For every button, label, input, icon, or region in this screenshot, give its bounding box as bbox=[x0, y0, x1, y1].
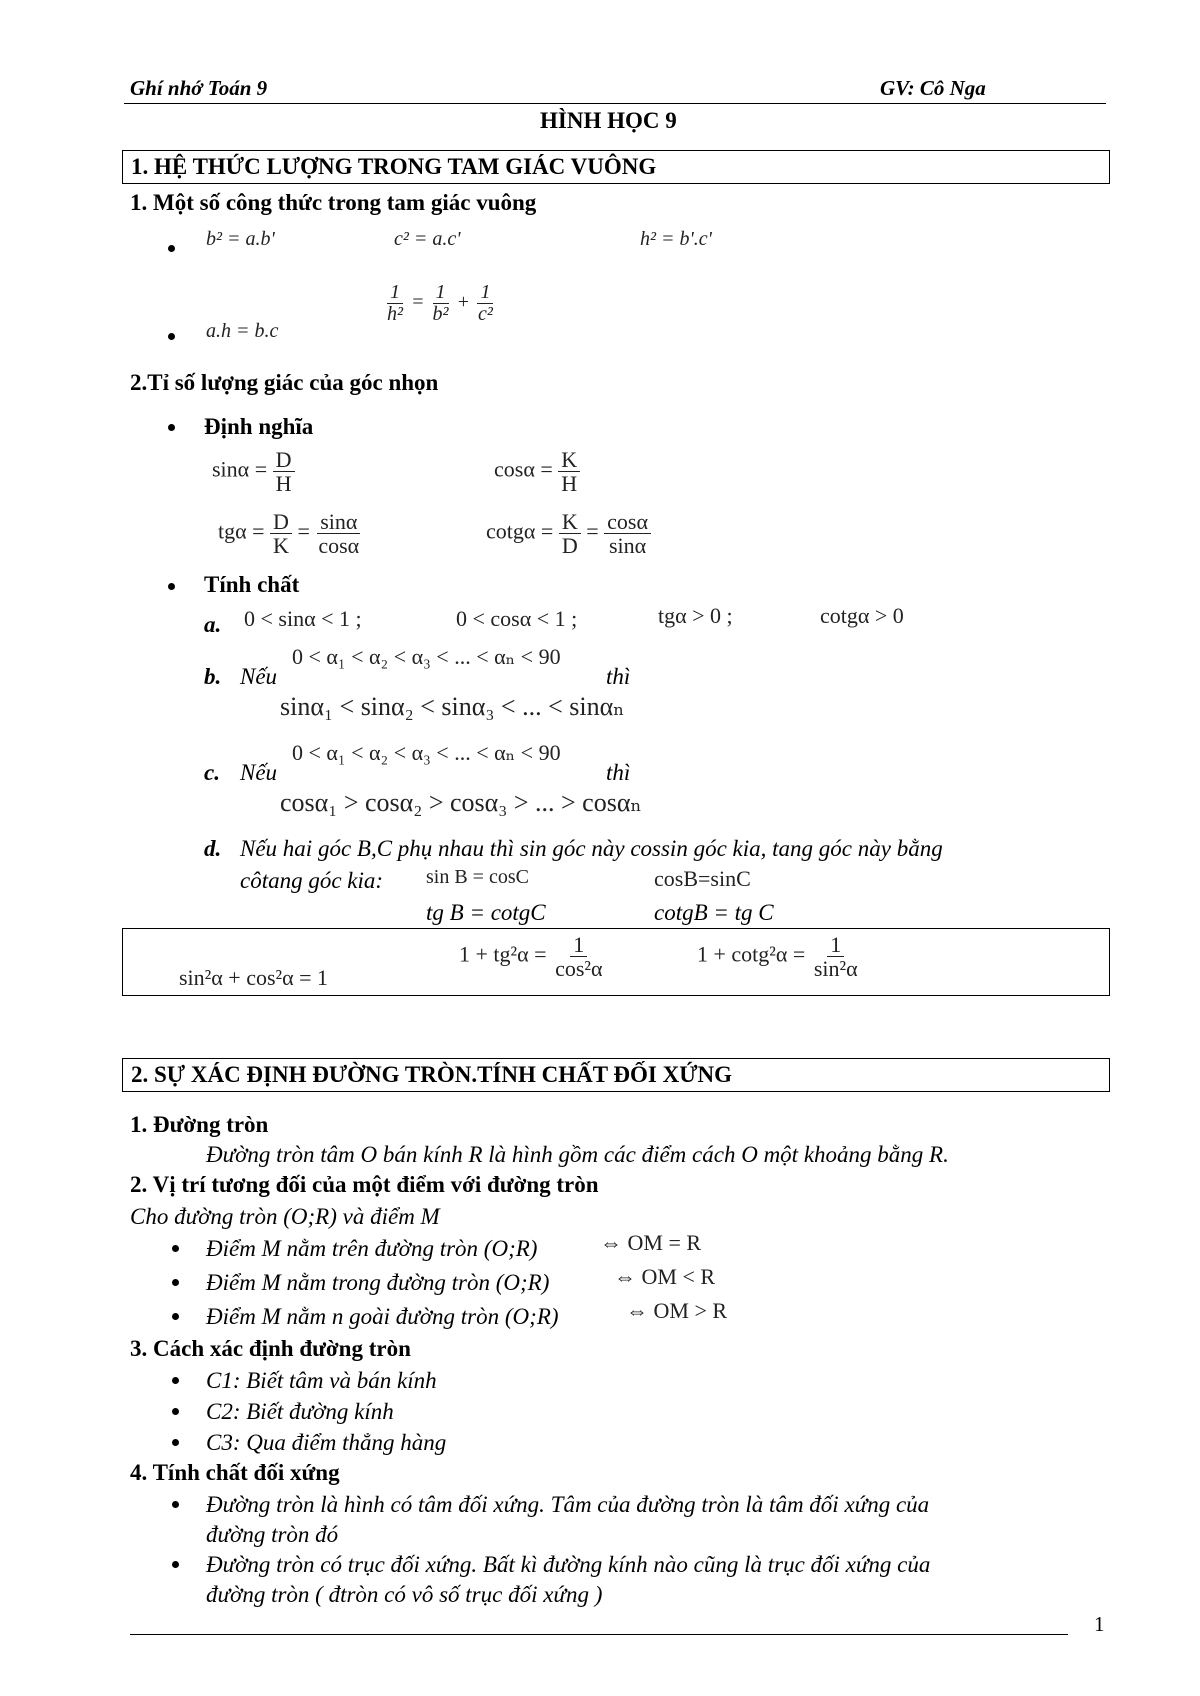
bullet bbox=[168, 245, 175, 252]
item-c-label: c. bbox=[204, 760, 220, 785]
angle-chain-c: 0 < α₁ < α₂ < α₃ < ... < αₙ < 90 bbox=[292, 740, 561, 765]
definition-label: Định nghĩa bbox=[204, 414, 314, 439]
item-d-text-line2: côtang góc kia: bbox=[240, 868, 384, 893]
complementary-cotg: cotgB = tg C bbox=[654, 900, 774, 925]
identities-box bbox=[122, 928, 1110, 996]
s4-item-1-line2: đường tròn đó bbox=[206, 1522, 339, 1547]
bullet bbox=[172, 1439, 179, 1446]
cotg-definition: cotgα = $\frac{K}{D}$ = $\frac{\cos\alpha}{\sin\alpha}$ bbox=[486, 510, 651, 557]
complementary-sin: sin B = cosC bbox=[426, 866, 529, 888]
s1-heading: 1. Đường tròn bbox=[130, 1112, 269, 1137]
property-label: Tính chất bbox=[204, 572, 300, 597]
property-a-cos: 0 < cosα < 1 ; bbox=[456, 606, 578, 631]
s4-item-2-line2: đường tròn ( đtròn có vô số trục đối xứng ) bbox=[206, 1582, 603, 1607]
item-b-label: b. bbox=[204, 664, 222, 689]
formula-c2: c² = a.c' bbox=[394, 228, 461, 250]
bullet bbox=[172, 1408, 179, 1415]
sin-definition: sinα = $\frac{D}{H}$ bbox=[212, 448, 295, 495]
bullet bbox=[172, 1313, 179, 1320]
sin-chain: sinα₁ < sinα₂ < sinα₃ < ... < sinαₙ bbox=[280, 692, 625, 721]
s2-intro: Cho đường tròn (O;R) và điểm M bbox=[130, 1204, 440, 1229]
bullet bbox=[172, 1377, 179, 1384]
section1-title: 1. HỆ THỨC LƯỢNG TRONG TAM GIÁC VUÔNG bbox=[131, 154, 657, 179]
angle-chain-b: 0 < α₁ < α₂ < α₃ < ... < αₙ < 90 bbox=[292, 644, 561, 669]
footer-rule bbox=[130, 1634, 1068, 1635]
bullet bbox=[168, 583, 175, 590]
identity-cotg: 1 + cotg²α = $\frac{1}{\text{sin²α}}$ bbox=[697, 932, 858, 982]
formula-ah: a.h = b.c bbox=[206, 320, 279, 342]
bullet bbox=[172, 1245, 179, 1252]
item-b-thi: thì bbox=[606, 664, 631, 689]
item-a-label: a. bbox=[204, 612, 222, 637]
s2-item-inside: Điểm M nằm trong đường tròn (O;R) bbox=[206, 1270, 550, 1295]
complementary-tg: tg B = cotgC bbox=[426, 900, 546, 925]
bullet bbox=[172, 1279, 179, 1286]
page-number: 1 bbox=[1094, 1612, 1105, 1636]
item-b-neu: Nếu bbox=[240, 664, 278, 689]
identity-pythagorean: sin²α + cos²α = 1 bbox=[179, 965, 329, 990]
s2-item-outside: Điểm M nằm n goài đường tròn (O;R) bbox=[206, 1304, 559, 1329]
s3-item-1: C1: Biết tâm và bán kính bbox=[206, 1368, 437, 1393]
cos-chain: cosα₁ > cosα₂ > cosα₃ > ... > cosαₙ bbox=[280, 788, 642, 817]
identity-tg: 1 + tg²α = $\frac{1}{\text{cos²α}}$ bbox=[459, 932, 603, 982]
complementary-cos: cosB=sinC bbox=[654, 866, 751, 891]
item-d-label: d. bbox=[204, 836, 222, 861]
item-c-thi: thì bbox=[606, 760, 631, 785]
s1-text: Đường tròn tâm O bán kính R là hình gồm các điểm cách O một khoảng bằng R. bbox=[206, 1142, 949, 1167]
property-a-sin: 0 < sinα < 1 ; bbox=[244, 606, 362, 631]
section2-title: 2. SỰ XÁC ĐỊNH ĐƯỜNG TRÒN.TÍNH CHẤT ĐỐI XỨNG bbox=[131, 1062, 733, 1087]
bullet bbox=[168, 424, 175, 431]
item-d-text-line1: Nếu hai góc B,C phụ nhau thì sin góc này cossin góc kia, tang góc này bằng bbox=[240, 836, 943, 861]
s3-heading: 3. Cách xác định đường tròn bbox=[130, 1336, 411, 1361]
sub1-heading: 1. Một số công thức trong tam giác vuông bbox=[130, 190, 537, 215]
cos-definition: cosα = $\frac{K}{H}$ bbox=[494, 448, 580, 495]
property-a-tg: tgα > 0 ; bbox=[658, 603, 733, 628]
s2-heading: 2. Vị trí tương đối của một điểm với đường tròn bbox=[130, 1172, 599, 1197]
tg-definition: tgα = $\frac{D}{K}$ = $\frac{\sin\alpha}{\cos\alpha}$ bbox=[218, 509, 360, 559]
property-a-cotg: cotgα > 0 bbox=[820, 603, 904, 628]
s2-relation-inside: ⇔ OM < R bbox=[614, 1264, 716, 1289]
sub2-heading: 2.Tỉ số lượng giác của góc nhọn bbox=[130, 370, 439, 395]
s2-relation-outside: ⇔ OM > R bbox=[626, 1298, 728, 1323]
header-right: GV: Cô Nga bbox=[880, 76, 986, 100]
s4-item-1-line1: Đường tròn là hình có tâm đối xứng. Tâm của đường tròn là tâm đối xứng của bbox=[206, 1492, 930, 1517]
s4-heading: 4. Tính chất đối xứng bbox=[130, 1460, 340, 1485]
item-c-neu: Nếu bbox=[240, 760, 278, 785]
bullet bbox=[168, 333, 175, 340]
formula-h2: h² = b'.c' bbox=[640, 228, 712, 250]
page-title: HÌNH HỌC 9 bbox=[540, 108, 677, 133]
s3-item-3: C3: Qua điểm thẳng hàng bbox=[206, 1430, 447, 1455]
s3-item-2: C2: Biết đường kính bbox=[206, 1399, 394, 1424]
formula-b2: b² = a.b' bbox=[206, 228, 275, 250]
bullet bbox=[172, 1501, 179, 1508]
header-rule bbox=[124, 103, 1106, 104]
s2-relation-on: ⇔ OM = R bbox=[600, 1230, 702, 1255]
s4-item-2-line1: Đường tròn có trục đối xứng. Bất kì đường kính nào cũng là trục đối xứng của bbox=[206, 1552, 931, 1577]
formula-inverse-squares: $\frac{1}{\text{h²}}$ = $\frac{1}{\text{b²}}$ + $\frac{1}{\text{c²}}$ bbox=[387, 281, 493, 325]
bullet bbox=[172, 1561, 179, 1568]
s2-item-on: Điểm M nằm trên đường tròn (O;R) bbox=[206, 1236, 538, 1261]
section1-title-box bbox=[122, 150, 1110, 184]
section2-title-box bbox=[122, 1058, 1110, 1092]
header-left: Ghí nhớ Toán 9 bbox=[130, 76, 268, 100]
